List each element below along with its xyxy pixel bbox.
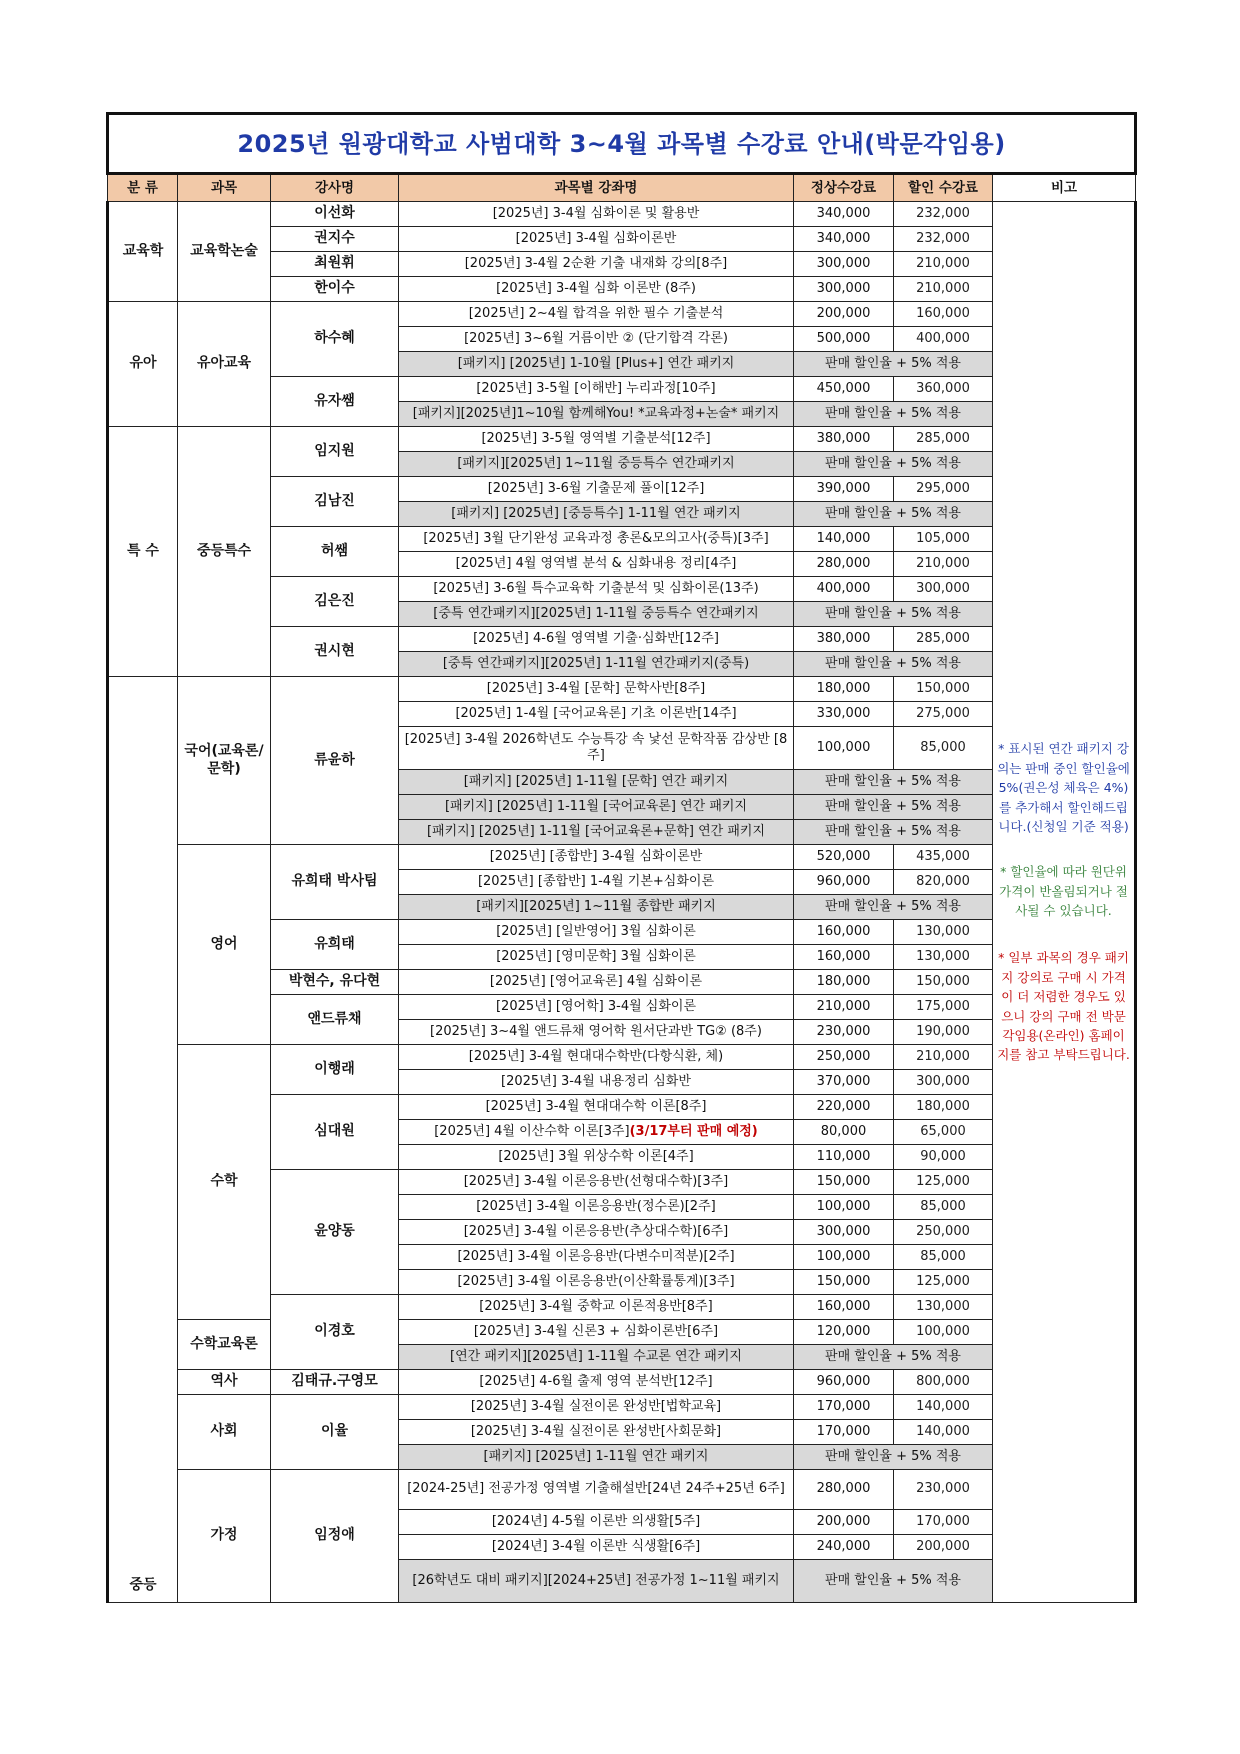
course-title: [2024년] 4-5월 이론반 의생활[5주] (491, 1513, 701, 1529)
regular-fee: 400,000 (794, 577, 894, 602)
header-category: 분 류 (108, 174, 178, 202)
course-title: [2025년] 3-5월 영역별 기출분석[12주] (481, 430, 711, 446)
regular-fee: 380,000 (794, 627, 894, 652)
regular-fee: 150,000 (794, 1270, 894, 1295)
regular-fee: 500,000 (794, 327, 894, 352)
instructor-cell: 이선화 (271, 202, 399, 227)
header-subject: 과목 (178, 174, 271, 202)
course-title: [2025년] 3~4월 앤드류채 영어학 원서단과반 TG② (8주) (430, 1023, 762, 1039)
instructor-cell: 권시현 (271, 627, 399, 677)
course-name (399, 527, 794, 552)
discount-fee: 170,000 (894, 1510, 993, 1535)
discount-fee: 820,000 (894, 870, 993, 895)
course-title: [2025년] [일반영어] 3월 심화이론 (496, 923, 696, 939)
instructor-cell: 권지수 (271, 227, 399, 252)
subject-cell: 국어(교육론/문학) (178, 677, 271, 845)
package-discount-cell: 판매 할인율 + 5% 적용 (794, 352, 993, 377)
course-name (399, 1560, 794, 1603)
course-title: [2025년] 3-6월 기출문제 풀이[12주] (487, 480, 705, 496)
course-name (399, 577, 794, 602)
course-title: [2025년] 3-4월 심화이론 및 활용반 (492, 205, 700, 221)
regular-fee: 100,000 (794, 727, 894, 770)
discount-fee: 90,000 (894, 1145, 993, 1170)
regular-fee: 220,000 (794, 1095, 894, 1120)
course-title: [패키지][2025년] 1~11월 종합반 패키지 (476, 898, 716, 914)
course-name (399, 627, 794, 652)
course-name (399, 1220, 794, 1245)
course-name (399, 1270, 794, 1295)
course-name (399, 1045, 794, 1070)
discount-fee: 180,000 (894, 1095, 993, 1120)
course-name (399, 227, 794, 252)
discount-fee: 140,000 (894, 1420, 993, 1445)
course-name (399, 477, 794, 502)
course-title: [2025년] [영미문학] 3월 심화이론 (496, 948, 696, 964)
course-name (399, 1320, 794, 1345)
discount-fee: 140,000 (894, 1395, 993, 1420)
course-name (399, 252, 794, 277)
note-cell (993, 202, 1136, 1603)
regular-fee: 300,000 (794, 1220, 894, 1245)
regular-fee: 200,000 (794, 302, 894, 327)
regular-fee: 380,000 (794, 427, 894, 452)
sale-schedule-note: (3/17부터 판매 예정) (629, 1123, 758, 1139)
discount-fee: 360,000 (894, 377, 993, 402)
regular-fee: 120,000 (794, 1320, 894, 1345)
subject-cell: 교육학논술 (178, 202, 271, 302)
discount-fee: 210,000 (894, 252, 993, 277)
discount-fee: 230,000 (894, 1470, 993, 1510)
course-title: [2025년] 3-4월 신론3 + 심화이론반[6주] (473, 1323, 719, 1339)
package-discount-cell: 판매 할인율 + 5% 적용 (794, 895, 993, 920)
course-name (399, 1395, 794, 1420)
course-title: [패키지] [2025년] 1-11월 [국어교육론+문학] 연간 패키지 (426, 823, 766, 839)
page-title: 2025년 원광대학교 사범대학 3~4월 과목별 수강료 안내(박문각임용) (108, 114, 1136, 174)
course-name (399, 652, 794, 677)
course-title: [2025년] 3-4월 실전이론 완성반[사회문화] (470, 1423, 722, 1439)
course-title: [2025년] 3-6월 특수교육학 기출분석 및 심화이론(13주) (433, 580, 759, 596)
discount-fee: 285,000 (894, 427, 993, 452)
package-discount-cell: 판매 할인율 + 5% 적용 (794, 602, 993, 627)
course-title: [2025년] 3-4월 현대대수학반(다항식환, 체) (468, 1048, 724, 1064)
category-cell: 중등 (108, 677, 178, 1603)
table-row (108, 1470, 1136, 1510)
discount-fee: 85,000 (894, 1195, 993, 1220)
discount-fee: 285,000 (894, 627, 993, 652)
course-name (399, 427, 794, 452)
course-name (399, 727, 794, 770)
instructor-cell: 앤드류채 (271, 995, 399, 1045)
regular-fee: 960,000 (794, 1370, 894, 1395)
course-title: [2025년] 1-4월 [국어교육론] 기초 이론반[14주] (455, 705, 737, 721)
course-name (399, 1445, 794, 1470)
course-title: [2025년] 3-4월 이론응용반(추상대수학)[6주] (463, 1223, 729, 1239)
package-discount-cell: 판매 할인율 + 5% 적용 (794, 1345, 993, 1370)
course-title: [26학년도 대비 패키지][2024+25년] 전공가정 1~11월 패키지 (412, 1572, 780, 1588)
package-discount-cell: 판매 할인율 + 5% 적용 (794, 795, 993, 820)
regular-fee: 170,000 (794, 1420, 894, 1445)
discount-fee: 85,000 (894, 727, 993, 770)
course-name (399, 602, 794, 627)
package-discount-cell: 판매 할인율 + 5% 적용 (794, 652, 993, 677)
course-name (399, 1145, 794, 1170)
subject-cell: 중등특수 (178, 427, 271, 677)
course-name (399, 1195, 794, 1220)
table-row (108, 1320, 1136, 1345)
table-row (108, 302, 1136, 327)
instructor-cell: 류윤하 (271, 677, 399, 845)
course-name (399, 1535, 794, 1560)
course-title: [2025년] [영어교육론] 4월 심화이론 (489, 973, 703, 989)
course-title: [중특 연간패키지][2025년] 1-11월 연간패키지(중특) (442, 655, 750, 671)
regular-fee: 160,000 (794, 1295, 894, 1320)
course-name (399, 277, 794, 302)
note-n3: * 일부 과목의 경우 패키지 강의로 구매 시 가격이 더 저렴한 경우도 있으니 강의 구매 전 박문각임용(온라인) 홈페이지를 참고 부탁드립니다. (997, 950, 1130, 1063)
course-name (399, 1420, 794, 1445)
regular-fee: 520,000 (794, 845, 894, 870)
instructor-cell: 임정애 (271, 1470, 399, 1603)
instructor-cell: 김남진 (271, 477, 399, 527)
fee-table-sheet (106, 112, 1134, 1603)
course-name (399, 995, 794, 1020)
course-title: [패키지] [2025년] 1-11월 [국어교육론] 연간 패키지 (444, 798, 748, 814)
course-title: [2025년] 3-4월 심화 이론반 (8주) (496, 280, 696, 296)
regular-fee: 450,000 (794, 377, 894, 402)
discount-fee: 100,000 (894, 1320, 993, 1345)
course-title: [패키지][2025년] 1~11월 중등특수 연간패키지 (457, 455, 735, 471)
course-title: [2025년] 3-4월 현대대수학 이론[8주] (485, 1098, 707, 1114)
discount-fee: 250,000 (894, 1220, 993, 1245)
course-name (399, 1245, 794, 1270)
course-name (399, 970, 794, 995)
regular-fee: 150,000 (794, 1170, 894, 1195)
regular-fee: 100,000 (794, 1195, 894, 1220)
discount-fee: 125,000 (894, 1170, 993, 1195)
course-name (399, 552, 794, 577)
instructor-cell: 유희태 박사팀 (271, 845, 399, 920)
course-title: [패키지] [2025년] 1-11월 연간 패키지 (483, 1448, 709, 1464)
instructor-cell: 하수혜 (271, 302, 399, 377)
course-title: [2025년] 3-4월 이론응용반(정수론)[2주] (476, 1198, 716, 1214)
course-title: [2025년] 3-4월 이론응용반(이산확률통계)[3주] (457, 1273, 735, 1289)
discount-fee: 210,000 (894, 552, 993, 577)
discount-fee: 85,000 (894, 1245, 993, 1270)
package-discount-cell: 판매 할인율 + 5% 적용 (794, 402, 993, 427)
fee-table (106, 112, 1137, 1603)
course-name (399, 327, 794, 352)
course-name (399, 302, 794, 327)
course-name (399, 377, 794, 402)
header-note: 비고 (993, 174, 1136, 202)
regular-fee: 170,000 (794, 1395, 894, 1420)
instructor-cell: 이율 (271, 1395, 399, 1470)
regular-fee: 210,000 (794, 995, 894, 1020)
table-row (108, 1395, 1136, 1420)
course-title: [2025년] 3월 위상수학 이론[4주] (498, 1148, 694, 1164)
course-title: [2025년] 3-4월 중학교 이론적용반[8주] (479, 1298, 713, 1314)
course-title: [2025년] [영어학] 3-4월 심화이론 (495, 998, 697, 1014)
table-row (108, 677, 1136, 702)
regular-fee: 100,000 (794, 1245, 894, 1270)
subject-cell: 수학교육론 (178, 1320, 271, 1370)
discount-fee: 150,000 (894, 677, 993, 702)
discount-fee: 190,000 (894, 1020, 993, 1045)
regular-fee: 180,000 (794, 677, 894, 702)
course-title: [패키지][2025년]1~10월 함께해You! *교육과정+논술* 패키지 (412, 405, 780, 421)
course-name (399, 795, 794, 820)
course-title: [2025년] 3-4월 내용정리 심화반 (501, 1073, 691, 1089)
regular-fee: 240,000 (794, 1535, 894, 1560)
instructor-cell: 이행래 (271, 1045, 399, 1095)
course-name (399, 402, 794, 427)
header-course: 과목별 강좌명 (399, 174, 794, 202)
regular-fee: 300,000 (794, 277, 894, 302)
course-title: [2025년] 3-4월 2026학년도 수능특강 속 낯선 문학작품 감상반 [8주] (404, 731, 788, 763)
discount-fee: 175,000 (894, 995, 993, 1020)
instructor-cell: 최원휘 (271, 252, 399, 277)
header-discount-fee: 할인 수강료 (894, 174, 993, 202)
course-name (399, 820, 794, 845)
course-name (399, 452, 794, 477)
instructor-cell: 이경호 (271, 1295, 399, 1370)
course-name (399, 920, 794, 945)
category-cell: 교육학 (108, 202, 178, 302)
regular-fee: 180,000 (794, 970, 894, 995)
instructor-cell: 심대원 (271, 1095, 399, 1170)
discount-fee: 295,000 (894, 477, 993, 502)
instructor-cell: 김태규.구영모 (271, 1370, 399, 1395)
course-title: [2025년] 3-4월 이론응용반(선형대수학)[3주] (463, 1173, 729, 1189)
regular-fee: 140,000 (794, 527, 894, 552)
instructor-cell: 한이수 (271, 277, 399, 302)
table-row (108, 427, 1136, 452)
course-name (399, 1170, 794, 1195)
discount-fee: 210,000 (894, 1045, 993, 1070)
regular-fee: 280,000 (794, 552, 894, 577)
subject-cell: 유아교육 (178, 302, 271, 427)
course-title: [2025년] 3-4월 2순환 기출 내재화 강의[8주] (464, 255, 728, 271)
course-name (399, 1070, 794, 1095)
discount-fee: 400,000 (894, 327, 993, 352)
course-name (399, 202, 794, 227)
regular-fee: 340,000 (794, 227, 894, 252)
category-cell: 특 수 (108, 427, 178, 677)
discount-fee: 65,000 (894, 1120, 993, 1145)
package-discount-cell: 판매 할인율 + 5% 적용 (794, 770, 993, 795)
course-title: [연간 패키지][2025년] 1-11월 수교론 연간 패키지 (450, 1348, 742, 1364)
instructor-cell: 허쌤 (271, 527, 399, 577)
course-name (399, 1120, 794, 1145)
course-title: [2025년] 2~4월 합격을 위한 필수 기출분석 (468, 305, 724, 321)
course-title: [2025년] 3-4월 [문학] 문학사반[8주] (486, 680, 706, 696)
regular-fee: 80,000 (794, 1120, 894, 1145)
course-title: [2024년] 3-4월 이론반 식생활[6주] (491, 1538, 701, 1554)
package-discount-cell: 판매 할인율 + 5% 적용 (794, 1560, 993, 1603)
course-name (399, 1470, 794, 1510)
discount-fee: 275,000 (894, 702, 993, 727)
course-title: [2025년] 4-6월 영역별 기출·심화반[12주] (473, 630, 719, 646)
regular-fee: 300,000 (794, 252, 894, 277)
course-title: [2025년] [종합반] 1-4월 기본+심화이론 (477, 873, 715, 889)
package-discount-cell: 판매 할인율 + 5% 적용 (794, 1445, 993, 1470)
discount-fee: 200,000 (894, 1535, 993, 1560)
course-name (399, 502, 794, 527)
note-n2: * 할인율에 따라 원단위 가격이 반올림되거나 절사될 수 있습니다. (999, 864, 1128, 918)
course-title: [2025년] 4월 영역별 분석 & 심화내용 정리[4주] (455, 555, 737, 571)
table-row (108, 845, 1136, 870)
course-title: [2025년] 3-5월 [이해반] 누리과정[10주] (476, 380, 716, 396)
course-title: [2025년] 3월 단기완성 교육과정 총론&모의고사(중특)[3주] (423, 530, 769, 546)
course-title: [패키지] [2025년] 1-11월 [문학] 연간 패키지 (463, 773, 729, 789)
course-name (399, 1345, 794, 1370)
course-name (399, 945, 794, 970)
course-name (399, 1295, 794, 1320)
course-name (399, 702, 794, 727)
regular-fee: 110,000 (794, 1145, 894, 1170)
discount-fee: 150,000 (894, 970, 993, 995)
table-row (108, 1370, 1136, 1395)
course-title: [2025년] 3-4월 이론응용반(다변수미적분)[2주] (457, 1248, 735, 1264)
course-title: [2025년] [종합반] 3-4월 심화이론반 (489, 848, 703, 864)
course-title: [패키지] [2025년] [중등특수] 1-11월 연간 패키지 (451, 505, 741, 521)
discount-fee: 300,000 (894, 577, 993, 602)
discount-fee: 300,000 (894, 1070, 993, 1095)
course-name (399, 1510, 794, 1535)
discount-fee: 130,000 (894, 920, 993, 945)
course-title: [패키지] [2025년] 1-10월 [Plus+] 연간 패키지 (457, 355, 735, 371)
course-title: [2025년] 4-6월 출제 영역 분석반[12주] (479, 1373, 713, 1389)
header-instructor: 강사명 (271, 174, 399, 202)
regular-fee: 370,000 (794, 1070, 894, 1095)
course-name (399, 1370, 794, 1395)
course-name (399, 770, 794, 795)
subject-cell: 수학 (178, 1045, 271, 1320)
subject-cell: 영어 (178, 845, 271, 1045)
instructor-cell: 윤양동 (271, 1170, 399, 1295)
regular-fee: 330,000 (794, 702, 894, 727)
course-name (399, 870, 794, 895)
table-row (108, 202, 1136, 227)
subject-cell: 역사 (178, 1370, 271, 1395)
course-title: [2025년] 3~6월 거름이반 ② (단기합격 각론) (464, 330, 728, 346)
course-title: [2025년] 3-4월 심화이론반 (515, 230, 677, 246)
course-title: [중특 연간패키지][2025년] 1-11월 중등특수 연간패키지 (433, 605, 759, 621)
table-row (108, 1045, 1136, 1070)
discount-fee: 435,000 (894, 845, 993, 870)
instructor-cell: 유자쌤 (271, 377, 399, 427)
course-title: [2025년] 3-4월 실전이론 완성반[법학교육] (470, 1398, 722, 1414)
regular-fee: 390,000 (794, 477, 894, 502)
course-name (399, 677, 794, 702)
package-discount-cell: 판매 할인율 + 5% 적용 (794, 820, 993, 845)
regular-fee: 200,000 (794, 1510, 894, 1535)
regular-fee: 160,000 (794, 945, 894, 970)
course-name (399, 1020, 794, 1045)
instructor-cell: 박현수, 유다현 (271, 970, 399, 995)
course-name (399, 352, 794, 377)
instructor-cell: 임지원 (271, 427, 399, 477)
category-cell: 유아 (108, 302, 178, 427)
course-name (399, 1095, 794, 1120)
regular-fee: 160,000 (794, 920, 894, 945)
subject-cell: 가정 (178, 1470, 271, 1603)
regular-fee: 960,000 (794, 870, 894, 895)
discount-fee: 125,000 (894, 1270, 993, 1295)
package-discount-cell: 판매 할인율 + 5% 적용 (794, 502, 993, 527)
instructor-cell: 유희태 (271, 920, 399, 970)
course-title: [2024-25년] 전공가정 영역별 기출해설반[24년 24주+25년 6주] (407, 1481, 785, 1497)
package-discount-cell: 판매 할인율 + 5% 적용 (794, 452, 993, 477)
course-name (399, 845, 794, 870)
discount-fee: 232,000 (894, 227, 993, 252)
discount-fee: 800,000 (894, 1370, 993, 1395)
regular-fee: 230,000 (794, 1020, 894, 1045)
discount-fee: 210,000 (894, 277, 993, 302)
regular-fee: 280,000 (794, 1470, 894, 1510)
discount-fee: 130,000 (894, 945, 993, 970)
discount-fee: 130,000 (894, 1295, 993, 1320)
note-n1: * 표시된 연간 패키지 강의는 판매 중인 할인율에 5%(권은성 체육은 4%)를 추가해서 할인해드립니다.(신청일 기준 적용) (997, 741, 1130, 834)
discount-fee: 105,000 (894, 527, 993, 552)
subject-cell: 사회 (178, 1395, 271, 1470)
course-name (399, 895, 794, 920)
discount-fee: 232,000 (894, 202, 993, 227)
discount-fee: 160,000 (894, 302, 993, 327)
instructor-cell: 김은진 (271, 577, 399, 627)
course-title: [2025년] 4월 이산수학 이론[3주] (434, 1123, 630, 1139)
header-regular-fee: 정상수강료 (794, 174, 894, 202)
regular-fee: 340,000 (794, 202, 894, 227)
regular-fee: 250,000 (794, 1045, 894, 1070)
